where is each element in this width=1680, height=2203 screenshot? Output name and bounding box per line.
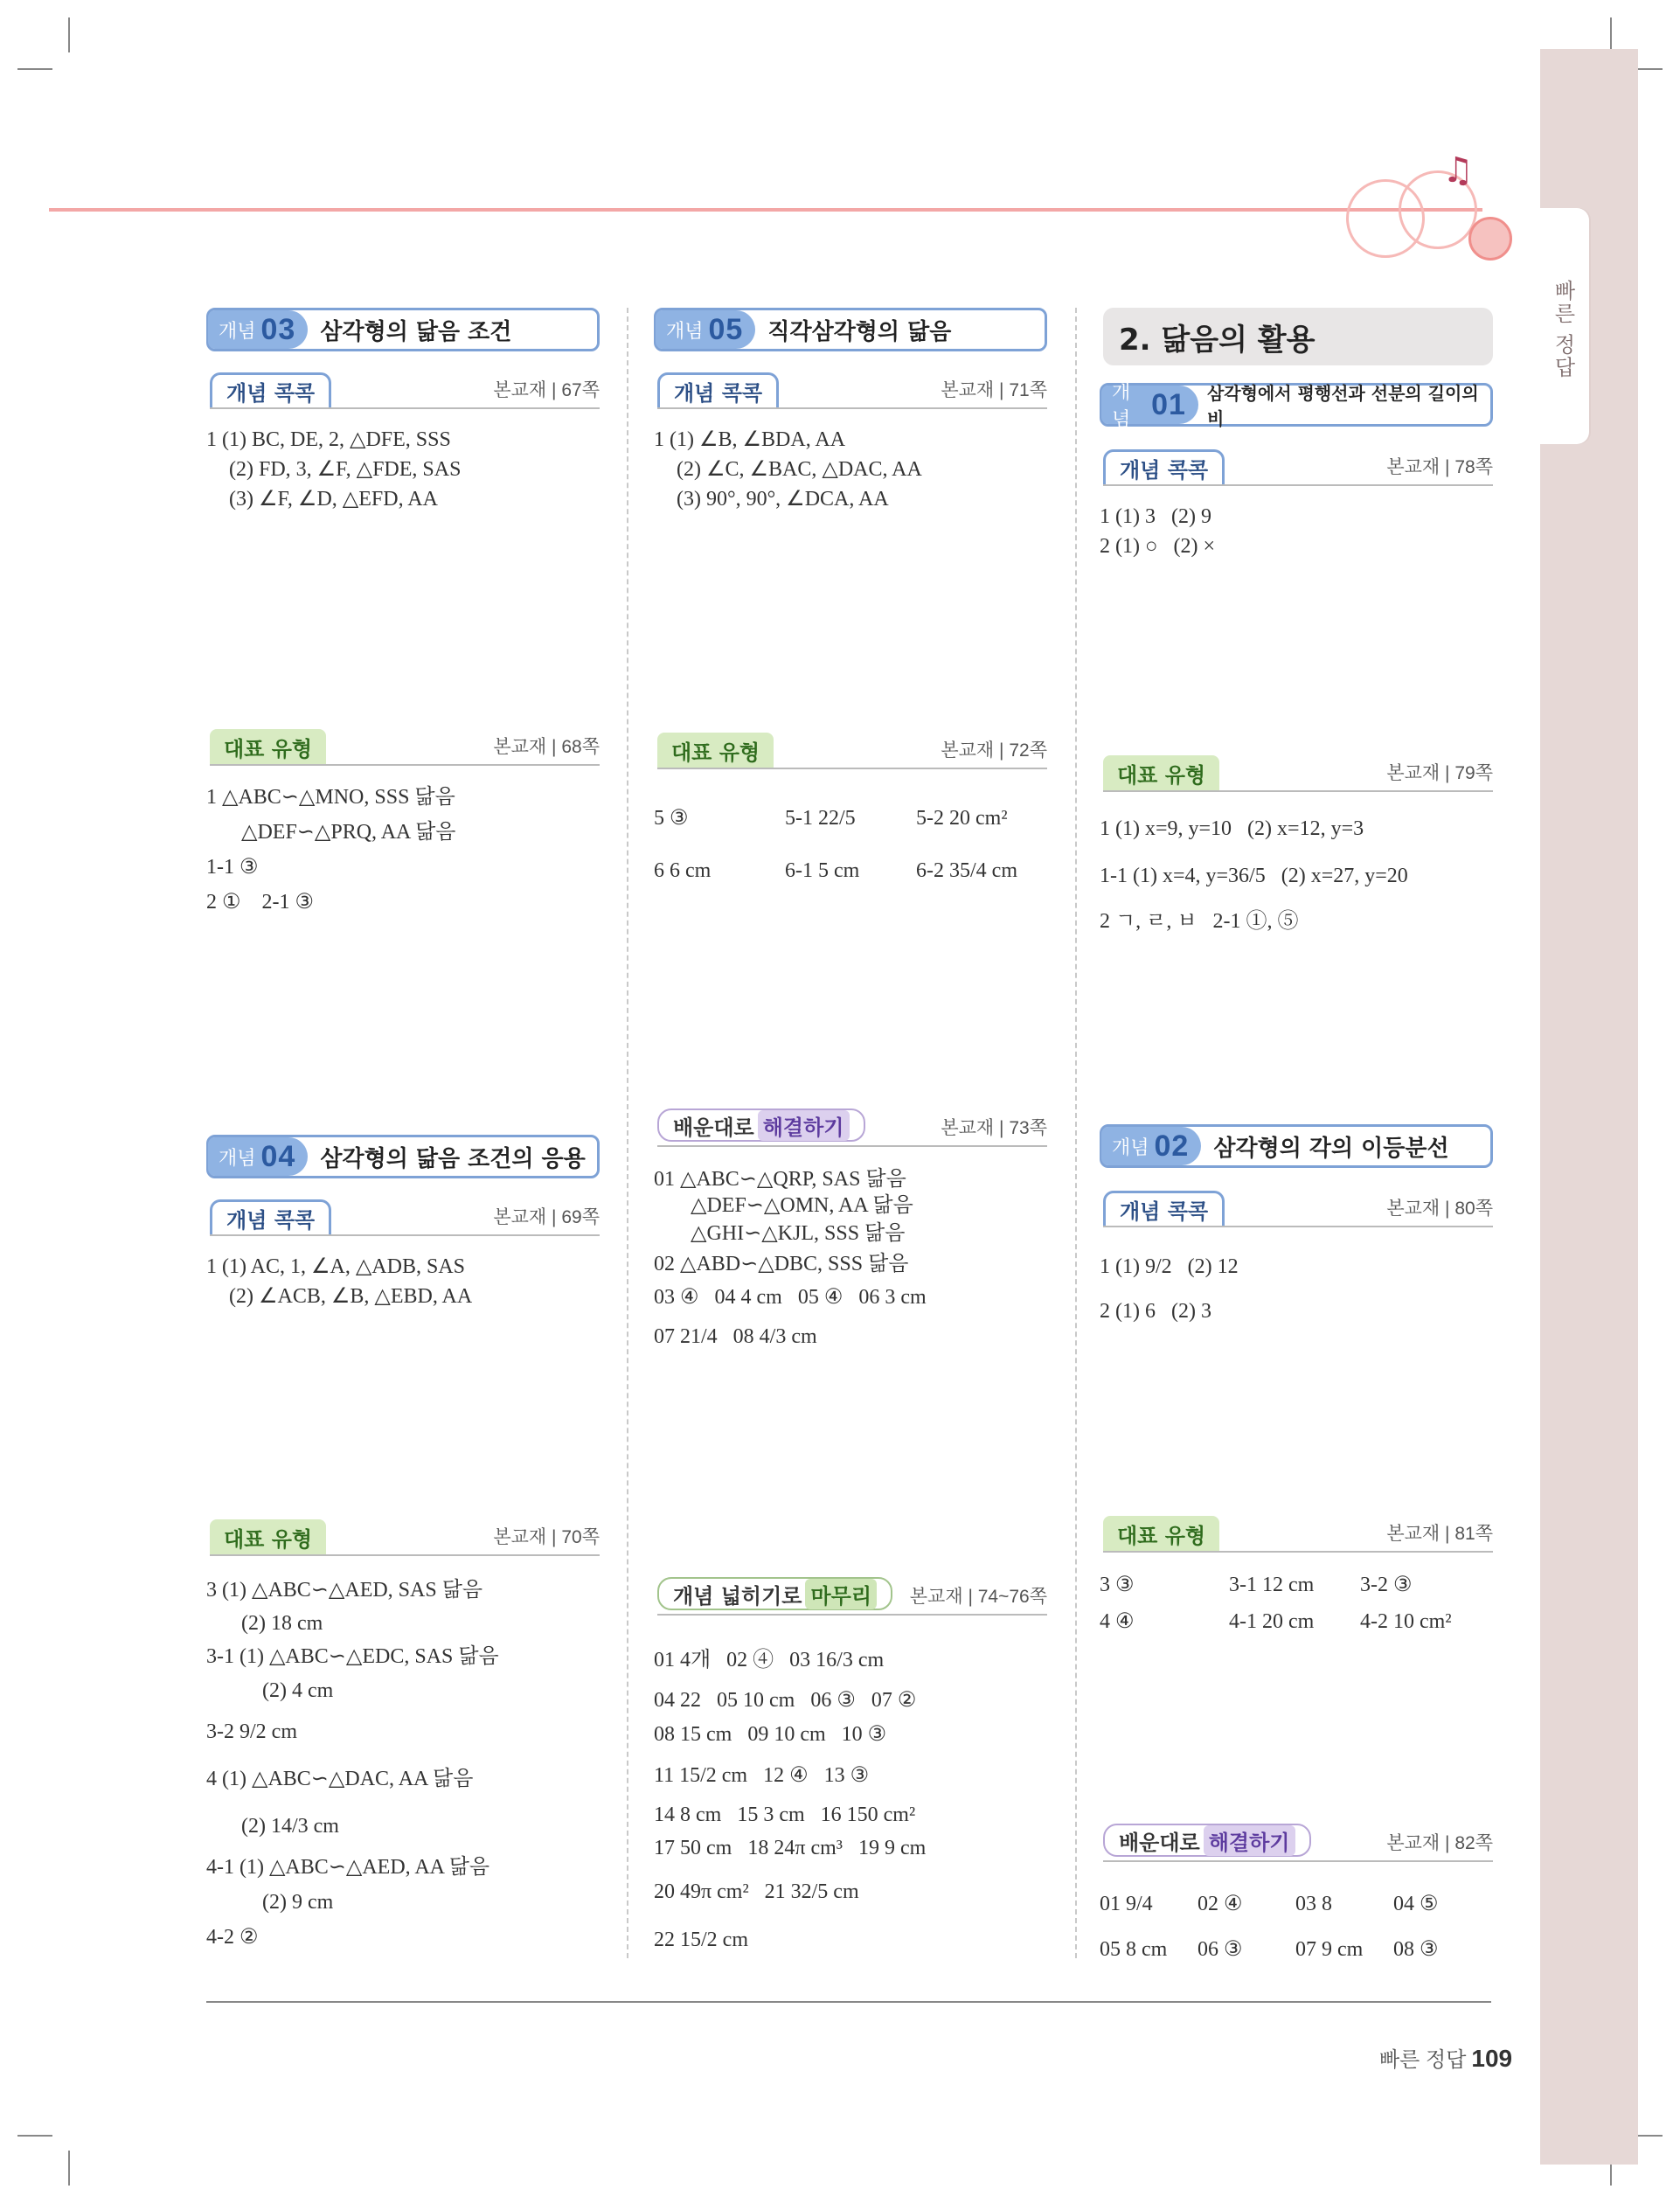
answer-item: 04 ⑤ [1393, 1893, 1439, 1915]
answer-block [206, 780, 455, 920]
section-header [210, 1201, 600, 1236]
concept-header [654, 308, 1047, 351]
answer-line: (2) 9 cm [262, 1891, 334, 1914]
section-header [1103, 1518, 1493, 1553]
concept-tag: 개념 03 [208, 310, 308, 349]
concept-tag: 개념 05 [656, 310, 755, 349]
answer-line: (2) ∠ACB, ∠B, △EBD, AA [229, 1285, 473, 1308]
answer-line: 1 (1) x=9, y=10 (2) x=12, y=3 [1100, 817, 1364, 840]
answer-line: 17 50 cm 18 24π cm³ 19 9 cm [654, 1837, 927, 1859]
answer-line: 1 (1) ∠B, ∠BDA, AA [654, 428, 846, 451]
textbook-reference: 본교재 | 72쪽 [941, 740, 1047, 761]
concept-tag: 개념 02 [1101, 1127, 1201, 1165]
column-separator [1075, 308, 1077, 1958]
concept-header [206, 308, 600, 351]
answer-block [654, 425, 922, 514]
section-tag: 대표 유형 [1103, 755, 1219, 790]
section-tag: 대표 유형 [210, 729, 326, 764]
section-tag: 개념 콕콕 [210, 372, 331, 407]
section-header [657, 1581, 1047, 1616]
crop-mark [68, 17, 70, 52]
answer-line: 3 (1) △ABC∽△AED, SAS 닮음 [206, 1579, 483, 1602]
crop-mark [1610, 17, 1612, 52]
concept-tag: 개념 01 [1101, 386, 1198, 424]
textbook-reference: 본교재 | 70쪽 [493, 1527, 600, 1547]
page-footer [1379, 2042, 1512, 2073]
section-tag: 배운대로 해결하기 [1103, 1824, 1311, 1857]
answer-row [1100, 1603, 1502, 1640]
section-header [657, 374, 1047, 409]
answer-line: △DEF∽△OMN, AA 닮음 [691, 1194, 913, 1217]
answer-line: (3) 90°, 90°, ∠DCA, AA [677, 488, 889, 511]
answer-line: (2) ∠C, ∠BAC, △DAC, AA [677, 458, 922, 481]
answer-line: 22 15/2 cm [654, 1928, 748, 1951]
answer-block [1100, 808, 1408, 941]
music-note-icon: ♫ [1442, 150, 1474, 191]
answer-line: 1 △ABC∽△MNO, SSS 닮음 [206, 786, 455, 809]
unit-title: 2. 닮음의 활용 [1103, 308, 1493, 365]
section-header [210, 1521, 600, 1556]
answer-line: 1 (1) AC, 1, ∠A, △ADB, SAS [206, 1255, 466, 1278]
answer-block [654, 1166, 927, 1359]
answer-line: (3) ∠F, ∠D, △EFD, AA [229, 488, 438, 511]
section-tag: 개념 콕콕 [1103, 1191, 1225, 1226]
textbook-reference: 본교재 | 68쪽 [493, 737, 600, 757]
textbook-reference: 본교재 | 69쪽 [493, 1207, 600, 1227]
answer-item: 5-2 20 cm² [916, 807, 1008, 830]
answer-grid [654, 792, 1056, 897]
section-header [1103, 757, 1493, 792]
column-separator [627, 308, 628, 1958]
answer-line: 1 (1) 9/2 (2) 12 [1100, 1255, 1239, 1278]
answer-item: 02 ④ [1198, 1893, 1243, 1915]
answer-line: 20 49π cm² 21 32/5 cm [654, 1880, 859, 1903]
textbook-reference: 본교재 | 80쪽 [1386, 1199, 1493, 1219]
answer-row [1100, 1880, 1502, 1928]
answer-grid [1100, 1567, 1502, 1640]
answer-line: 2 (1) 6 (2) 3 [1100, 1300, 1211, 1323]
section-header [657, 1112, 1047, 1147]
side-tab-label: 빠른 정답 [1551, 280, 1575, 379]
answer-row [654, 792, 1056, 844]
answer-item: 4 ④ [1100, 1610, 1135, 1633]
answer-line: 02 △ABD∽△DBC, SSS 닮음 [654, 1253, 909, 1275]
footer-label: 빠른 정답 [1379, 2048, 1467, 2072]
answer-item: 01 9/4 [1100, 1893, 1153, 1915]
answer-line: 4-1 (1) △ABC∽△AED, AA 닮음 [206, 1856, 490, 1879]
answer-item: 5 ③ [654, 807, 689, 830]
answer-line: 04 22 05 10 cm 06 ③ 07 ② [654, 1689, 917, 1712]
concept-tag: 개념 04 [208, 1137, 308, 1176]
answer-line: 1 (1) BC, DE, 2, △DFE, SSS [206, 428, 451, 451]
concept-title: 삼각형에서 평행선과 선분의 길이의 비 [1206, 383, 1479, 429]
answer-line: 3-2 9/2 cm [206, 1720, 297, 1743]
answer-line: 11 15/2 cm 12 ④ 13 ③ [654, 1764, 870, 1787]
answer-item: 07 9 cm [1295, 1938, 1364, 1961]
answer-item: 3 ③ [1100, 1574, 1135, 1596]
answer-row [1100, 1928, 1502, 1970]
answer-line: 08 15 cm 09 10 cm 10 ③ [654, 1723, 887, 1746]
answer-row [1100, 1567, 1502, 1603]
answer-block [206, 1252, 472, 1311]
section-tag: 개념 콕콕 [657, 372, 779, 407]
concept-title: 삼각형의 각의 이등분선 [1213, 1135, 1449, 1162]
textbook-reference: 본교재 | 82쪽 [1386, 1833, 1493, 1853]
textbook-reference: 본교재 | 73쪽 [941, 1118, 1047, 1138]
answer-line: 07 21/4 08 4/3 cm [654, 1325, 817, 1348]
answer-item: 3-2 ③ [1360, 1574, 1413, 1596]
deco-circle [1468, 217, 1512, 261]
answer-item: 5-1 22/5 [785, 807, 856, 830]
answer-line: 2 (1) ○ (2) × [1100, 535, 1215, 558]
textbook-reference: 본교재 | 67쪽 [493, 380, 600, 400]
concept-header [1100, 382, 1493, 431]
section-tag: 개념 콕콕 [1103, 449, 1225, 484]
section-header [1103, 451, 1493, 486]
answer-line: 2 ① 2-1 ③ [206, 891, 315, 914]
answer-line: 01 △ABC∽△QRP, SAS 닮음 [654, 1168, 906, 1191]
answer-line: 14 8 cm 15 3 cm 16 150 cm² [654, 1803, 916, 1826]
answer-line: 01 4개 02 ④ 03 16/3 cm [654, 1649, 885, 1671]
answer-line: 2 ㄱ, ㄹ, ㅂ 2-1 ①, ⑤ [1100, 910, 1299, 933]
concept-title: 삼각형의 닮음 조건 [320, 318, 512, 345]
section-header [657, 734, 1047, 769]
answer-item: 6-2 35/4 cm [916, 859, 1017, 882]
answer-line: (2) 18 cm [241, 1612, 323, 1635]
answer-line: (2) FD, 3, ∠F, △FDE, SAS [229, 458, 462, 481]
answer-line: 1 (1) 3 (2) 9 [1100, 505, 1211, 528]
answer-line: △GHI∽△KJL, SSS 닮음 [691, 1222, 906, 1245]
textbook-reference: 본교재 | 81쪽 [1386, 1524, 1493, 1544]
section-tag: 대표 유형 [210, 1519, 326, 1554]
answer-line: 03 ④ 04 4 cm 05 ④ 06 3 cm [654, 1286, 927, 1309]
answer-block [206, 425, 461, 514]
answer-line: 1-1 (1) x=4, y=36/5 (2) x=27, y=20 [1100, 865, 1408, 887]
textbook-reference: 본교재 | 71쪽 [941, 380, 1047, 400]
answer-block [654, 1637, 926, 1962]
section-header [210, 731, 600, 766]
answer-item: 6 6 cm [654, 859, 712, 882]
answer-item: 3-1 12 cm [1229, 1574, 1315, 1596]
section-tag: 개념 콕콕 [210, 1199, 331, 1234]
section-header [210, 374, 600, 409]
answer-line: (2) 4 cm [262, 1679, 334, 1702]
page-number: 109 [1471, 2045, 1513, 2072]
answer-item: 06 ③ [1198, 1938, 1243, 1961]
answer-item: 03 8 [1295, 1893, 1332, 1915]
answer-block [206, 1574, 499, 1955]
answer-grid [1100, 1880, 1502, 1970]
answer-item: 4-1 20 cm [1229, 1610, 1315, 1633]
textbook-reference: 본교재 | 78쪽 [1386, 457, 1493, 477]
top-rule [49, 208, 1482, 212]
answer-line: 3-1 (1) △ABC∽△EDC, SAS 닮음 [206, 1645, 499, 1668]
answer-item: 05 8 cm [1100, 1938, 1168, 1961]
answer-line: 4 (1) △ABC∽△DAC, AA 닮음 [206, 1768, 474, 1790]
answer-line: (2) 14/3 cm [241, 1815, 339, 1838]
answer-item: 4-2 10 cm² [1360, 1610, 1452, 1633]
section-header [1103, 1827, 1493, 1862]
answer-line: 4-2 ② [206, 1926, 259, 1949]
answer-row [654, 844, 1056, 897]
section-tag: 대표 유형 [1103, 1516, 1219, 1551]
bottom-rule [206, 2001, 1491, 2003]
crop-mark [68, 2151, 70, 2186]
answer-block [1100, 502, 1215, 561]
section-tag: 배운대로 해결하기 [657, 1108, 865, 1142]
concept-title: 삼각형의 닮음 조건의 응용 [320, 1145, 586, 1172]
section-header [1103, 1192, 1493, 1227]
crop-mark [17, 68, 52, 70]
concept-header [1100, 1124, 1493, 1168]
answer-item: 08 ③ [1393, 1938, 1439, 1961]
answer-item: 6-1 5 cm [785, 859, 860, 882]
section-tag: 대표 유형 [657, 733, 774, 768]
crop-mark [17, 2135, 52, 2137]
textbook-reference: 본교재 | 74~76쪽 [909, 1587, 1047, 1607]
answer-line: 1-1 ③ [206, 856, 259, 879]
concept-header [206, 1135, 600, 1178]
concept-title: 직각삼각형의 닮음 [767, 318, 952, 345]
answer-block [1100, 1241, 1239, 1331]
textbook-reference: 본교재 | 79쪽 [1386, 763, 1493, 783]
answer-line: △DEF∽△PRQ, AA 닮음 [241, 821, 456, 844]
section-tag: 개념 넓히기로 마무리 [657, 1577, 892, 1610]
